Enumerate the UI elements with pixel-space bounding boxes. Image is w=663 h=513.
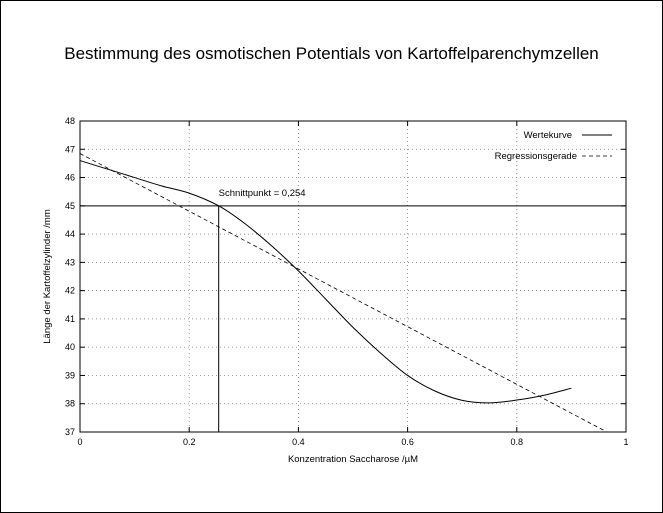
y-tick-label: 46 — [64, 172, 75, 183]
series-group — [80, 154, 626, 432]
series-line-regressionsgerade — [80, 154, 607, 432]
y-tick-label: 39 — [64, 370, 75, 381]
y-tick-label: 37 — [64, 427, 75, 437]
y-tick-label: 40 — [64, 342, 75, 353]
plot-border — [80, 121, 626, 432]
y-tick-label: 47 — [64, 144, 75, 155]
x-tick-label: 0.4 — [292, 437, 305, 447]
y-tick-label: 43 — [64, 257, 75, 268]
x-axis-label: Konzentration Saccharose /µM — [287, 454, 419, 465]
x-tick-label: 0.6 — [401, 437, 414, 447]
y-tick-label: 48 — [64, 116, 75, 126]
legend-label-wertekurve: Wertekurve — [523, 130, 572, 141]
grid-lines — [80, 121, 626, 432]
y-axis-label: Länge der Kartoffelzylinder /mm — [42, 209, 53, 344]
x-tick-label: 1 — [623, 437, 629, 447]
y-tick-label: 45 — [64, 200, 75, 211]
y-tick-label: 38 — [64, 398, 75, 409]
y-tick-label: 44 — [64, 229, 75, 240]
x-tick-label: 0.2 — [182, 437, 196, 447]
x-tick-label: 0 — [77, 437, 83, 447]
axis-ticks — [65, 116, 629, 447]
chart-title: Bestimmung des osmotischen Potentials von Kartoffelparenchymzellen — [64, 44, 599, 63]
x-tick-label: 0.8 — [510, 437, 524, 447]
intersection-annotation: Schnittpunkt = 0,254 — [218, 187, 306, 199]
y-tick-label: 42 — [64, 285, 75, 296]
series-line-wertekurve — [80, 161, 571, 403]
legend — [495, 130, 612, 162]
y-tick-label: 41 — [64, 313, 75, 324]
legend-label-regressionsgerade: Regressionsgerade — [494, 151, 577, 162]
